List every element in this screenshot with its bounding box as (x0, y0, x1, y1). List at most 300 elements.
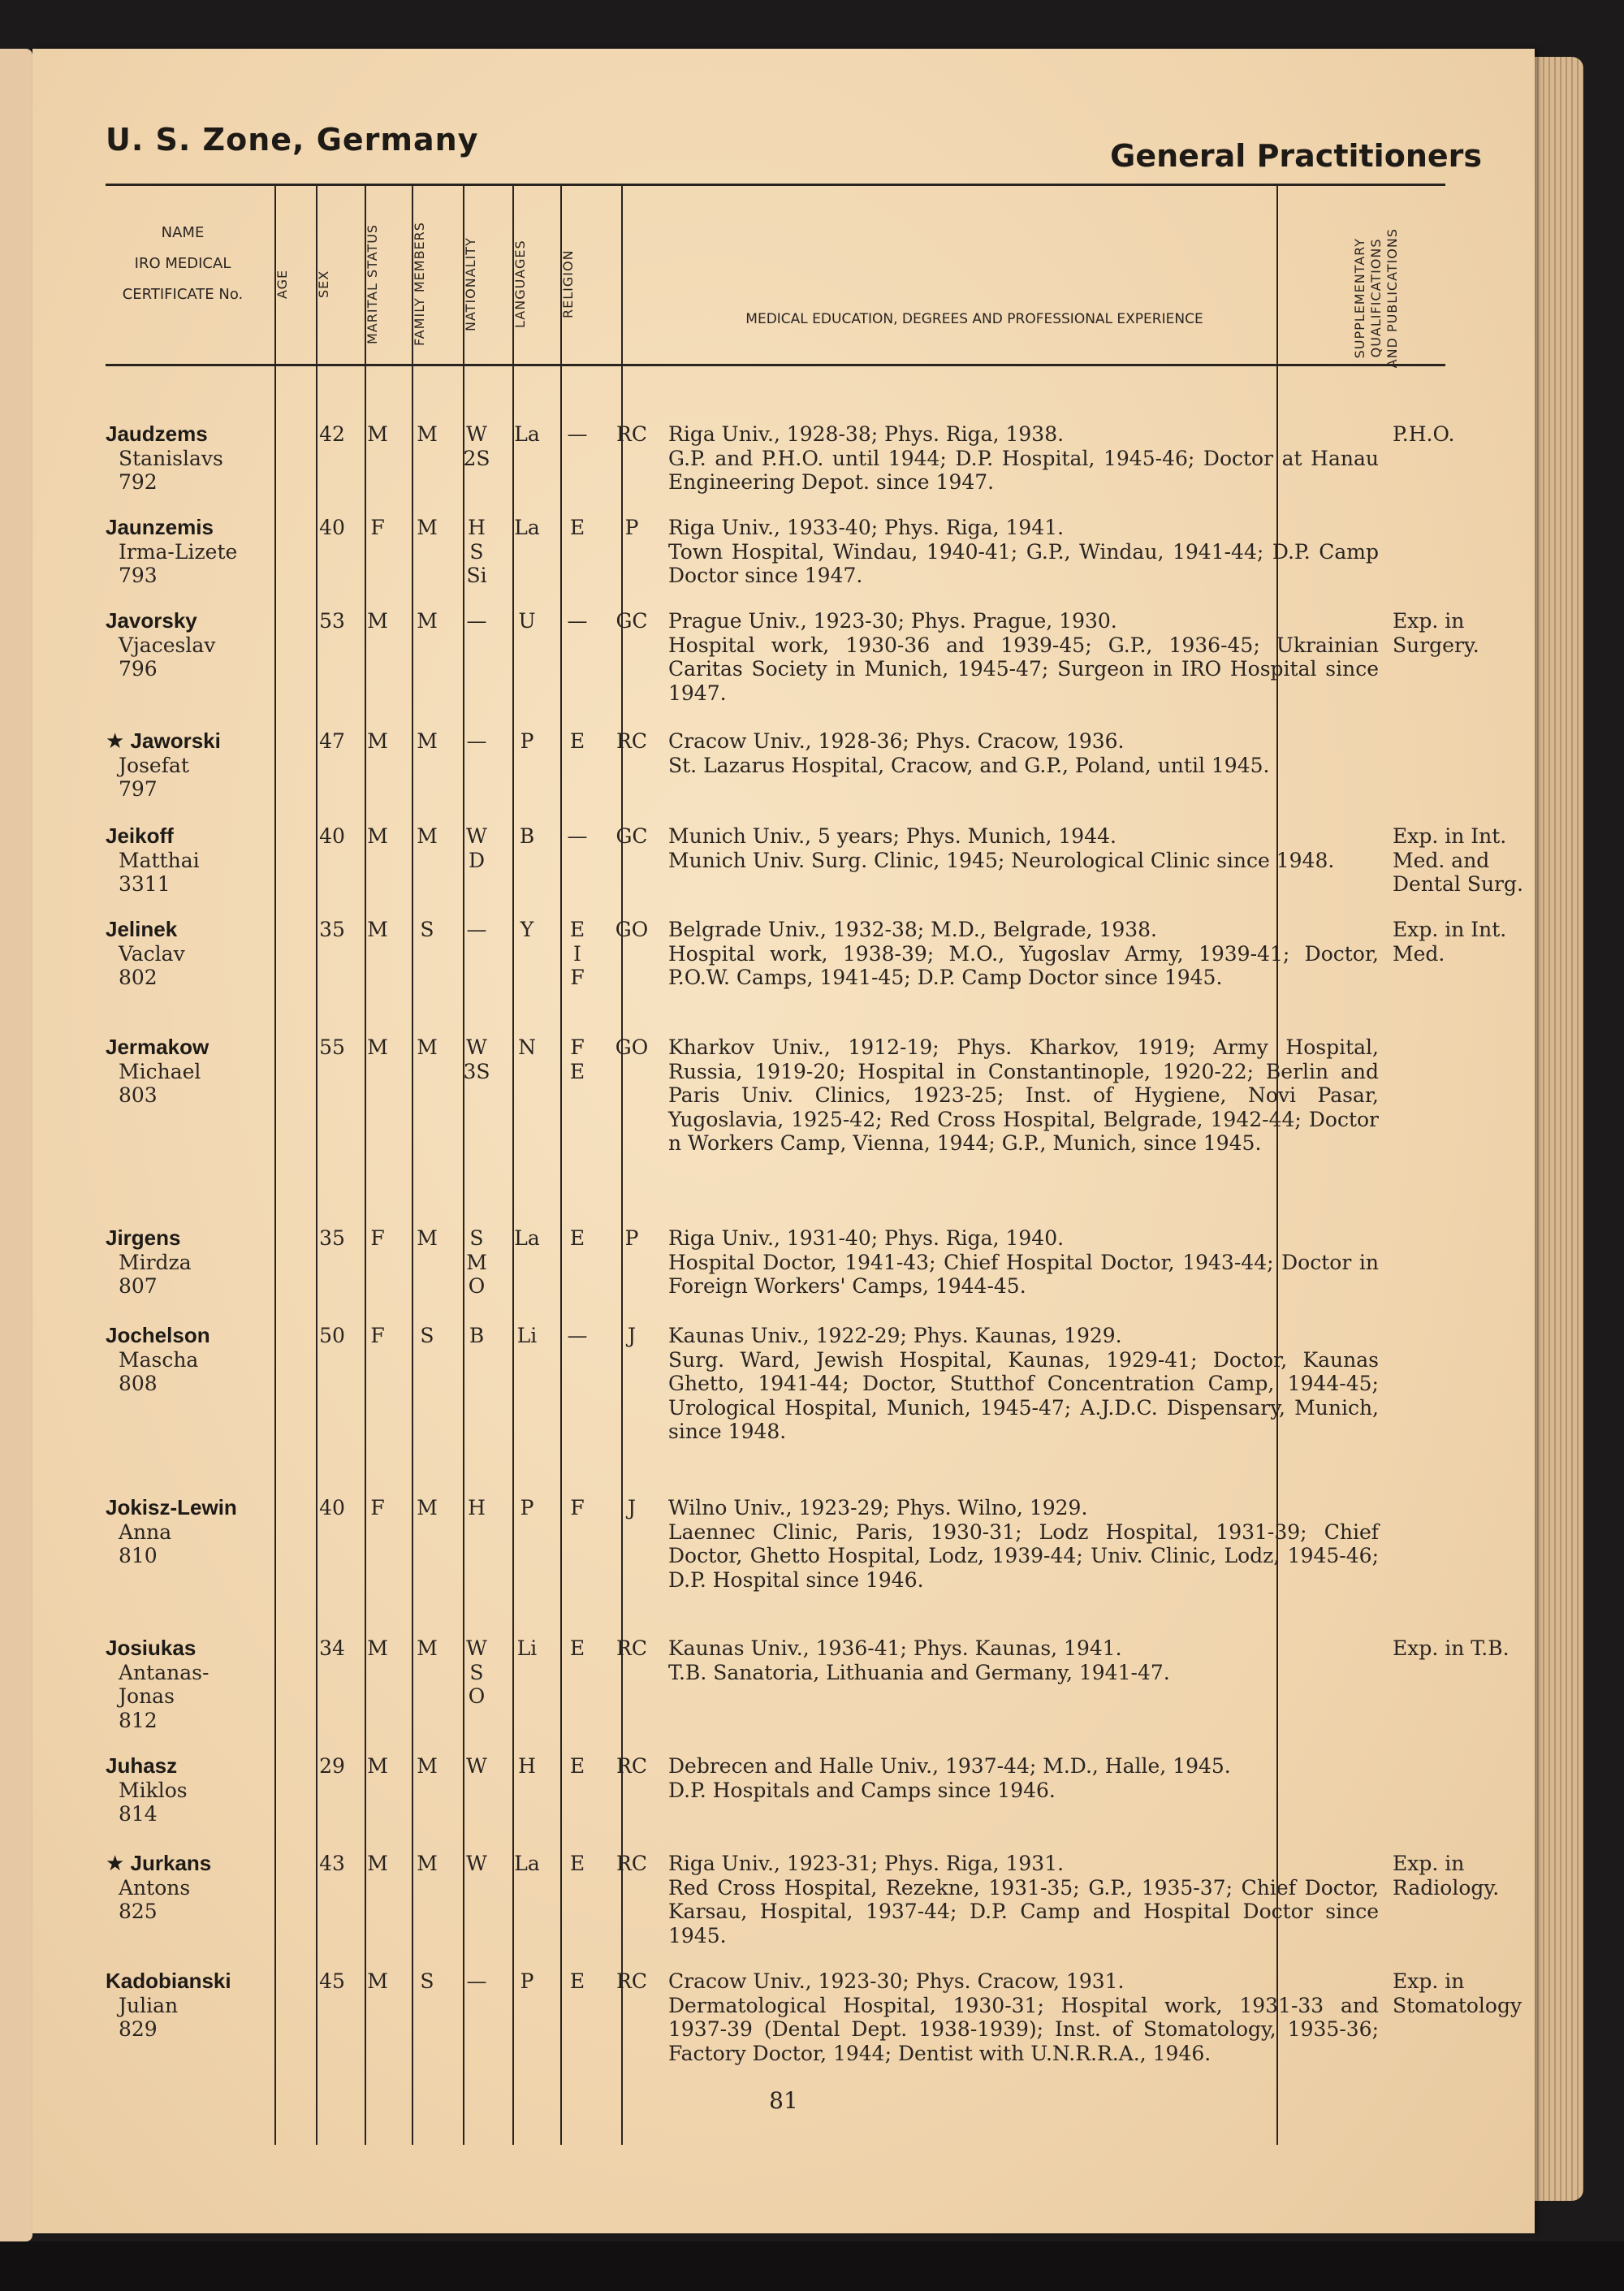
entry-surname-text: Jaworski (130, 728, 221, 753)
entry-nationality: N (518, 1035, 536, 1059)
entry-supplementary: Exp. in Stomatology (1393, 1969, 1522, 2017)
entry-surname-text: Jaudzems (106, 421, 208, 446)
entry-surname-text: Javorsky (106, 608, 197, 633)
entry-nationality: Li (516, 1636, 538, 1660)
entry-family-member: W (466, 422, 487, 446)
entry-given-name-line: Stanislavs (119, 446, 223, 470)
entry-age: 55 (319, 1035, 345, 1059)
entry-family-members (452, 729, 501, 754)
entry-education-paragraph: Riga Univ., 1931-40; Phys. Riga, 1940. (668, 1226, 1065, 1250)
entry-education (668, 1754, 1379, 1802)
entry-family-member: 3S (463, 1059, 490, 1083)
entry-given-name-line: Antanas- (119, 1660, 209, 1684)
entry-name-cell (106, 609, 292, 681)
entry-sex: M (367, 422, 388, 446)
entry-surname (106, 422, 292, 447)
entry-given-names (106, 1994, 292, 2018)
entry-family-member: W (466, 824, 487, 848)
entry-given-names (106, 942, 292, 966)
entry-family-member: H (468, 1496, 486, 1519)
column-header-sex: SEX (316, 270, 331, 299)
entry-surname (106, 1754, 292, 1779)
entry-given-names (106, 1876, 292, 1900)
entry-education (668, 1496, 1379, 1592)
entry-name-cell (106, 1754, 292, 1826)
entry-education (668, 1636, 1379, 1684)
entry-religion: GC (615, 824, 648, 848)
entry-education-paragraph: Belgrade Univ., 1932-38; M.D., Belgrade, 1938. (668, 918, 1158, 941)
entry-surname-text: Jochelson (106, 1323, 210, 1347)
entry-certificate-number: 802 (119, 966, 158, 989)
column-header-supplementary-line2: QUALIFICATIONS (1368, 239, 1384, 358)
entry-given-name-line: Vaclav (119, 941, 185, 966)
entry-education-paragraph: Laennec Clinic, Paris, 1930-31; Lodz Hospital, 1931-39; Chief Doctor, Ghetto Hospital, Lodz, 1939-44; Univ. Clinic, Lodz, 1945-46; D.P. Hospital since 1946. (668, 1519, 1379, 1592)
entry-nationality: B (519, 824, 535, 848)
entry-age: 34 (319, 1636, 345, 1660)
entry-surname (106, 1035, 292, 1060)
entry-given-names (106, 849, 292, 873)
entry-given-name-line: Antons (119, 1875, 191, 1900)
entry-language: E (569, 729, 585, 753)
entry-religion: RC (616, 1969, 647, 1993)
entry-education-paragraph: Riga Univ., 1923-31; Phys. Riga, 1931. (668, 1852, 1065, 1875)
column-header-age: AGE (274, 269, 290, 300)
entry-languages (553, 609, 602, 633)
entry-sex: M (367, 918, 388, 941)
column-header-supplementary-line1: SUPPLEMENTARY (1352, 238, 1367, 359)
entry-marital-status: M (417, 516, 438, 539)
entry-given-names (106, 1251, 292, 1275)
entry-education (668, 1852, 1379, 1947)
entry-family-members (452, 918, 501, 942)
entry-certificate-number: 796 (119, 657, 158, 681)
entry-nationality: La (514, 1226, 540, 1250)
entry-given-names (106, 754, 292, 778)
entry-surname-text: Jokisz-Lewin (106, 1495, 237, 1519)
entry-supplementary: Exp. in T.B. (1393, 1636, 1510, 1660)
entry-surname-text: Juhasz (106, 1753, 178, 1778)
entry-religion: RC (616, 1636, 647, 1660)
entry-marital-status: S (420, 918, 434, 941)
entry-name-cell (106, 422, 292, 495)
entry-language: E (569, 1852, 585, 1875)
entry-certificate-number: 810 (119, 1544, 158, 1567)
entry-sex: M (367, 1754, 388, 1778)
entry-nationality: La (514, 1852, 540, 1875)
entry-family-members (452, 1035, 501, 1083)
entry-language: — (567, 824, 588, 848)
entry-given-name-line: Mirdza (119, 1250, 192, 1274)
entry-language: E (569, 1969, 585, 1993)
entry-given-name-line: Miklos (119, 1778, 188, 1802)
entry-education (668, 1969, 1379, 2065)
entry-education-paragraph: Hospital Doctor, 1941-43; Chief Hospital Doctor, 1943-44; Doctor in Foreign Workers' Camps, 1944-45. (668, 1250, 1379, 1298)
entry-certificate-number: 803 (119, 1083, 158, 1107)
entry-religion: RC (616, 422, 647, 446)
entry-education-paragraph: Hospital work, 1930-36 and 1939-45; G.P., 1936-45; Ukrainian Caritas Society in Munich, 1945-47; Surgeon in IRO Hospital since 1947. (668, 633, 1379, 705)
entry-age: 29 (319, 1754, 345, 1778)
entry-given-name-line: Vjaceslav (119, 633, 216, 657)
entry-age: 45 (319, 1969, 345, 1993)
entry-given-name-line: Mascha (119, 1347, 199, 1372)
column-header-nationality: NATIONALITY (463, 237, 478, 331)
entry-languages (553, 918, 602, 990)
entry-education-paragraph: Munich Univ. Surg. Clinic, 1945; Neurological Clinic since 1948. (668, 848, 1335, 872)
entry-education-paragraph: Riga Univ., 1928-38; Phys. Riga, 1938. (668, 422, 1065, 446)
column-header-name-line2: IRO MEDICAL (134, 255, 231, 272)
entry-languages (553, 516, 602, 540)
entry-surname-text: Josiukas (106, 1636, 197, 1660)
entry-education-paragraph: Munich Univ., 5 years; Phys. Munich, 1944. (668, 824, 1116, 848)
entry-surname (106, 1636, 292, 1661)
left-page-edge (0, 49, 32, 2241)
entry-education (668, 1324, 1379, 1444)
entry-family-member: W (466, 1636, 487, 1660)
entry-given-names (106, 1060, 292, 1084)
entry-sex: F (370, 1496, 385, 1519)
entry-age: 40 (319, 824, 345, 848)
divider-age-sex (316, 184, 317, 2145)
entry-certificate-number: 797 (119, 777, 158, 801)
entry-age: 43 (319, 1852, 345, 1875)
running-header-left: U. S. Zone, Germany (106, 122, 479, 158)
entry-language: E (569, 918, 585, 941)
entry-language: F (570, 966, 585, 989)
entry-religion: J (627, 1496, 637, 1519)
entry-sex: M (367, 1636, 388, 1660)
entry-sex: M (367, 824, 388, 848)
entry-sex: M (367, 1852, 388, 1875)
entry-education-paragraph: St. Lazarus Hospital, Cracow, and G.P., Poland, until 1945. (668, 753, 1270, 777)
entry-certificate-number: 814 (119, 1802, 158, 1826)
entry-language: — (567, 609, 588, 633)
entry-family-members (452, 1496, 501, 1520)
entry-family-member: Si (466, 564, 487, 587)
entry-given-name-line: Anna (119, 1519, 172, 1544)
entry-sex: M (367, 1969, 388, 1993)
entry-languages (553, 1035, 602, 1083)
entry-family-member: — (466, 609, 487, 633)
entry-education-paragraph: Cracow Univ., 1928-36; Phys. Cracow, 1936. (668, 729, 1125, 753)
entry-surname (106, 1324, 292, 1348)
entry-age: 35 (319, 1226, 345, 1250)
entry-religion: RC (616, 1754, 647, 1778)
page-number: 81 (769, 2087, 798, 2114)
entry-given-names (106, 1661, 292, 1709)
entry-given-names (106, 633, 292, 658)
entry-certificate-number: 812 (119, 1708, 158, 1732)
entry-language: E (569, 1226, 585, 1250)
entry-surname (106, 1852, 292, 1876)
entry-education-paragraph: Red Cross Hospital, Rezekne, 1931-35; G.P., 1935-37; Chief Doctor, Karsau, Hospital, 1937-44; D.P. Camp and Hospital Doctor since 1945. (668, 1875, 1379, 1947)
entry-nationality: H (518, 1754, 536, 1778)
entry-name-cell (106, 1496, 292, 1568)
entry-name-cell (106, 918, 292, 990)
entry-family-members (452, 1226, 501, 1299)
entry-age: 42 (319, 422, 345, 446)
entry-name-cell (106, 729, 292, 802)
entry-family-member: D (468, 848, 486, 872)
entry-family-members (452, 609, 501, 633)
entry-family-members (452, 422, 501, 470)
entry-age: 47 (319, 729, 345, 753)
entry-languages (553, 1852, 602, 1876)
entry-education-paragraph: Hospital work, 1938-39; M.O., Yugoslav Army, 1939-41; Doctor, P.O.W. Camps, 1941-45; D.P. Camp Doctor since 1945. (668, 941, 1379, 989)
entry-supplementary: Exp. in Int. Med. and Dental Surg. (1393, 824, 1523, 896)
entry-supplementary: Exp. in Int. Med. (1393, 918, 1507, 966)
entry-surname-text: Kadobianski (106, 1969, 231, 1993)
entry-given-names (106, 1779, 292, 1803)
divider-marital-family (412, 184, 413, 2145)
entry-education-paragraph: G.P. and P.H.O. until 1944; D.P. Hospital, 1945-46; Doctor at Hanau Engineering Depot. since 1947. (668, 446, 1379, 494)
entry-education-paragraph: Kharkov Univ., 1912-19; Phys. Kharkov, 1919; Army Hospital, Russia, 1919-20; Hospital in Constantinople, 1920-22; Berlin and Paris Univ. Clinics, 1923-25; Inst. of Hygiene, Novi Pasar, Yugoslavia, 1925-42; Red Cross Hospital, Belgrade, 1942-44; Doctor n Workers Camp, Vienna, 1944; G.P., Munich, since 1945. (668, 1035, 1379, 1155)
entry-supplementary: P.H.O. (1393, 422, 1455, 446)
entry-family-member: B (469, 1324, 485, 1347)
entry-marital-status: M (417, 1636, 438, 1660)
entry-education-paragraph: Kaunas Univ., 1922-29; Phys. Kaunas, 1929. (668, 1324, 1122, 1347)
bottom-shadow (0, 2241, 1624, 2291)
entry-marital-status: S (420, 1969, 434, 1993)
entry-languages (553, 1754, 602, 1779)
entry-nationality: P (520, 1496, 534, 1519)
entry-age: 53 (319, 609, 345, 633)
entry-language: E (569, 1636, 585, 1660)
entry-age: 40 (319, 516, 345, 539)
entry-religion: RC (616, 1852, 647, 1875)
column-header-marital-status: MARITAL STATUS (365, 223, 380, 345)
entry-certificate-number: 3311 (119, 872, 171, 896)
entry-education (668, 824, 1379, 872)
entry-education-paragraph: T.B. Sanatoria, Lithuania and Germany, 1941-47. (668, 1660, 1170, 1684)
entry-languages (553, 1636, 602, 1661)
entry-education-paragraph: D.P. Hospitals and Camps since 1946. (668, 1778, 1056, 1802)
entry-education-paragraph: Surg. Ward, Jewish Hospital, Kaunas, 1929-41; Doctor, Kaunas Ghetto, 1941-44; Doctor, Stutthof Concentration Camp, 1944-45; Urological Hospital, Munich, 1945-47; A.J.D.C. Dispensary, Munich, since 1948. (668, 1347, 1379, 1443)
entry-language: — (567, 422, 588, 446)
entry-nationality: Li (516, 1324, 538, 1347)
entry-family-member: — (466, 1969, 487, 1993)
entry-religion: P (624, 516, 639, 539)
entry-family-member: O (468, 1684, 486, 1708)
entry-religion: RC (616, 729, 647, 753)
entry-given-names (106, 1348, 292, 1372)
entry-marital-status: S (420, 1324, 434, 1347)
entry-surname (106, 1969, 292, 1994)
entry-certificate-number: 792 (119, 470, 158, 494)
entry-family-member: W (466, 1852, 487, 1875)
entry-surname-text: Jurkans (130, 1851, 212, 1875)
entry-certificate-number: 808 (119, 1372, 158, 1395)
entry-language: F (570, 1496, 585, 1519)
divider-languages-religion (560, 184, 562, 2145)
entry-sex: M (367, 729, 388, 753)
entry-religion: GO (615, 918, 649, 941)
entry-family-members (452, 1969, 501, 1994)
divider-nationality-languages (512, 184, 514, 2145)
entry-name-cell (106, 1852, 292, 1924)
entry-religion: GC (615, 609, 648, 633)
entry-family-member: W (466, 1754, 487, 1778)
column-header-languages: LANGUAGES (512, 240, 528, 329)
entry-language: E (569, 1059, 585, 1083)
entry-family-member: S (469, 1226, 484, 1250)
entry-sex: F (370, 1324, 385, 1347)
entry-marital-status: M (417, 1754, 438, 1778)
entry-education-paragraph: Riga Univ., 1933-40; Phys. Riga, 1941. (668, 516, 1065, 539)
entry-name-cell (106, 1324, 292, 1396)
entry-marital-status: M (417, 1035, 438, 1059)
entry-star-icon: ★ (106, 1851, 131, 1875)
entry-family-member: O (468, 1274, 486, 1298)
entry-family-member: S (469, 539, 484, 564)
entry-education (668, 609, 1379, 705)
entry-education-paragraph: Town Hospital, Windau, 1940-41; G.P., Windau, 1941-44; D.P. Camp Doctor since 1947. (668, 539, 1379, 587)
entry-marital-status: M (417, 1852, 438, 1875)
entry-surname (106, 1226, 292, 1251)
entry-given-name-line: Matthai (119, 848, 200, 872)
entry-marital-status: M (417, 422, 438, 446)
entry-surname-text: Jeikoff (106, 823, 174, 848)
entry-language: E (569, 1754, 585, 1778)
column-header-name-line3: CERTIFICATE No. (122, 286, 244, 303)
entry-education-paragraph: Dermatological Hospital, 1930-31; Hospital work, 1931-33 and 1937-39 (Dental Dept. 1938-1939); Inst. of Stomatology, 1935-36; Factory Doctor, 1944; Dentist with U.N.R.R.A., 1946. (668, 1993, 1379, 2065)
entry-surname (106, 516, 292, 540)
entry-family-member: 2S (463, 446, 490, 470)
entry-marital-status: M (417, 824, 438, 848)
entry-given-name-line: Julian (119, 1993, 179, 2017)
entry-supplementary: Exp. in Surgery. (1393, 609, 1479, 657)
entry-certificate-number: 793 (119, 564, 158, 587)
entry-given-name-line: Jonas (119, 1684, 175, 1708)
column-header-name-line1: NAME (161, 224, 205, 241)
entry-nationality: La (514, 516, 540, 539)
entry-given-name-line: Josefat (119, 753, 189, 777)
entry-nationality: La (514, 422, 540, 446)
entry-nationality: P (520, 729, 534, 753)
entry-education (668, 516, 1379, 588)
entry-languages (553, 1496, 602, 1520)
entry-education-paragraph: Debrecen and Halle Univ., 1937-44; M.D., Halle, 1945. (668, 1754, 1231, 1778)
entry-family-member: W (466, 1035, 487, 1059)
entry-surname (106, 824, 292, 849)
entry-sex: M (367, 609, 388, 633)
entry-marital-status: M (417, 729, 438, 753)
entry-name-cell (106, 1636, 292, 1732)
entry-languages (553, 1969, 602, 1994)
entry-family-members (452, 824, 501, 872)
entry-language: E (569, 516, 585, 539)
entry-marital-status: M (417, 1226, 438, 1250)
entry-religion: J (627, 1324, 637, 1347)
entry-surname-text: Jelinek (106, 917, 178, 941)
entry-age: 40 (319, 1496, 345, 1519)
entry-given-name-line: Irma-Lizete (119, 539, 238, 564)
entry-education (668, 1226, 1379, 1299)
entry-family-members (452, 1636, 501, 1709)
column-header-supplementary-line3: AND PUBLICATIONS (1384, 228, 1400, 369)
entry-marital-status: M (417, 609, 438, 633)
entry-languages (553, 729, 602, 754)
entry-family-member: — (466, 918, 487, 941)
entry-religion: P (624, 1226, 639, 1250)
entry-given-names (106, 1520, 292, 1545)
column-header-name (106, 218, 260, 310)
entry-marital-status: M (417, 1496, 438, 1519)
column-header-family-members: FAMILY MEMBERS (412, 222, 427, 347)
entry-name-cell (106, 1035, 292, 1108)
entry-name-cell (106, 1969, 292, 2042)
entry-given-names (106, 540, 292, 564)
entry-family-members (452, 516, 501, 588)
entry-language: F (570, 1035, 585, 1059)
entry-surname (106, 1496, 292, 1520)
entry-surname (106, 609, 292, 633)
entry-language: — (567, 1324, 588, 1347)
column-header-education: MEDICAL EDUCATION, DEGREES AND PROFESSIONAL EXPERIENCE (745, 311, 1203, 327)
entry-sex: F (370, 516, 385, 539)
entry-age: 35 (319, 918, 345, 941)
entry-age: 50 (319, 1324, 345, 1347)
divider-family-nationality (463, 184, 464, 2145)
entry-family-members (452, 1324, 501, 1348)
entry-languages (553, 1324, 602, 1348)
entry-family-member: S (469, 1660, 484, 1684)
entry-name-cell (106, 1226, 292, 1299)
entry-family-member: — (466, 729, 487, 753)
entry-star-icon: ★ (106, 728, 131, 753)
entry-surname-text: Jermakow (106, 1035, 209, 1059)
entry-education-paragraph: Wilno Univ., 1923-29; Phys. Wilno, 1929. (668, 1496, 1088, 1519)
entry-certificate-number: 829 (119, 2017, 158, 2041)
entry-family-member: M (466, 1250, 487, 1274)
column-header-supplementary (1324, 195, 1429, 402)
entry-nationality: P (520, 1969, 534, 1993)
entry-religion: GO (615, 1035, 649, 1059)
entry-sex: M (367, 1035, 388, 1059)
divider-religion-education (621, 184, 623, 2145)
entry-family-member: H (468, 516, 486, 539)
entry-education-paragraph: Cracow Univ., 1923-30; Phys. Cracow, 1931. (668, 1969, 1125, 1993)
entry-certificate-number: 807 (119, 1274, 158, 1298)
entry-education (668, 918, 1379, 990)
entry-education (668, 422, 1379, 495)
entry-nationality: U (518, 609, 536, 633)
entry-language: I (573, 941, 581, 966)
entry-certificate-number: 825 (119, 1900, 158, 1923)
divider-sex-marital (365, 184, 366, 2145)
entry-surname (106, 918, 292, 942)
entry-education (668, 1035, 1379, 1156)
entry-languages (553, 1226, 602, 1251)
entry-family-members (452, 1754, 501, 1779)
entry-nationality: Y (520, 918, 534, 941)
entry-languages (553, 824, 602, 849)
entry-education-paragraph: Prague Univ., 1923-30; Phys. Prague, 1930. (668, 609, 1117, 633)
column-header-religion: RELIGION (560, 249, 576, 319)
entry-education-paragraph: Kaunas Univ., 1936-41; Phys. Kaunas, 1941. (668, 1636, 1122, 1660)
entry-given-names (106, 447, 292, 471)
entry-surname-text: Jirgens (106, 1225, 181, 1250)
entry-supplementary: Exp. in Radiology. (1393, 1852, 1500, 1900)
book-page (32, 49, 1535, 2233)
entry-family-members (452, 1852, 501, 1876)
entry-name-cell (106, 824, 292, 897)
entry-sex: F (370, 1226, 385, 1250)
entry-surname (106, 729, 292, 754)
entry-given-name-line: Michael (119, 1059, 201, 1083)
entry-education (668, 729, 1379, 777)
header-top-rule (106, 184, 1445, 186)
entry-surname-text: Jaunzemis (106, 515, 214, 539)
